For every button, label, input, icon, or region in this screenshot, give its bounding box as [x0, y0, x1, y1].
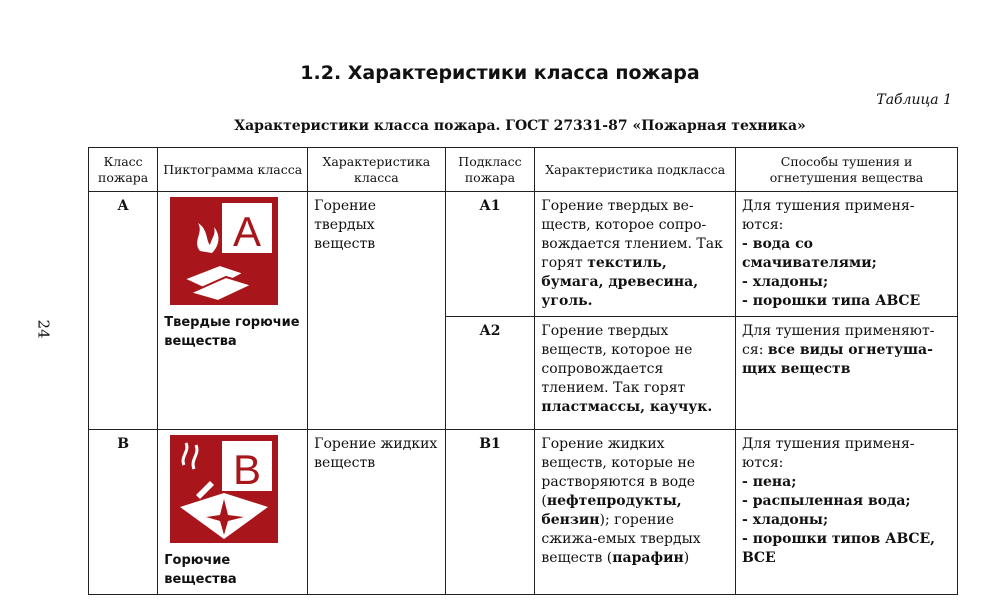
section-title: 1.2. Характеристики класса пожара [300, 62, 700, 84]
header-subclass: Подкласс пожара [445, 148, 535, 192]
table-header-row [89, 148, 958, 192]
pictogram-letter: B [233, 446, 262, 493]
table-row [89, 430, 958, 595]
subclass-b1: В1 [445, 430, 535, 595]
fire-class-b-icon [170, 435, 278, 543]
table-row [89, 192, 958, 317]
pictogram-letter: A [233, 208, 262, 255]
fire-class-table [88, 147, 958, 595]
pictogram-name: Твердые горючие вещества [164, 315, 300, 349]
class-a-pictogram-cell [158, 192, 308, 430]
class-a-cell: А [89, 192, 158, 430]
header-class-characteristic: Характеристика класса [308, 148, 445, 192]
subclass-a1: А1 [445, 192, 535, 317]
table-caption: Характеристики класса пожара. ГОСТ 27331-87 «Пожарная техника» [234, 118, 806, 134]
class-b-cell: В [89, 430, 158, 595]
subclass-a2-extinguish: Для тушения применяют-ся: все виды огнетуша-щих веществ [736, 317, 958, 430]
class-b-pictogram-cell [158, 430, 308, 595]
subclass-b1-extinguish: Для тушения применя-ются: - пена; - распыленная вода; - хладоны; - порошки типов АВСЕ, ВСЕ [736, 430, 958, 595]
subclass-b1-characteristic: Горение жидких веществ, которые не растворяются в воде (нефтепродукты, бензин); горение сжижа-емых твердых веществ (парафин) [535, 430, 736, 595]
pictogram-name: Горючие вещества [164, 553, 237, 587]
subclass-a2-characteristic: Горение твердых веществ, которое не сопровождается тлением. Так горят пластмассы, каучук. [535, 317, 736, 430]
class-a-characteristic: Горение твердых веществ [308, 192, 445, 430]
subclass-a1-characteristic: Горение твердых ве-ществ, которое сопро-вождается тлением. Так горят текстиль, бумага, древесина, уголь. [535, 192, 736, 317]
page-number: 24 [34, 319, 53, 339]
class-b-characteristic: Горение жидких веществ [308, 430, 445, 595]
header-pictogram: Пиктограмма класса [158, 148, 308, 192]
header-class: Класс пожара [89, 148, 158, 192]
header-subclass-characteristic: Характеристика подкласса [535, 148, 736, 192]
table-label: Таблица 1 [876, 92, 952, 108]
header-extinguish-methods: Способы тушения и огнетушения вещества [736, 148, 958, 192]
subclass-a2: А2 [445, 317, 535, 430]
subclass-a1-extinguish: Для тушения применя-ются: - вода со смачивателями; - хладоны; - порошки типа АВСЕ [736, 192, 958, 317]
fire-class-a-icon [170, 197, 278, 305]
